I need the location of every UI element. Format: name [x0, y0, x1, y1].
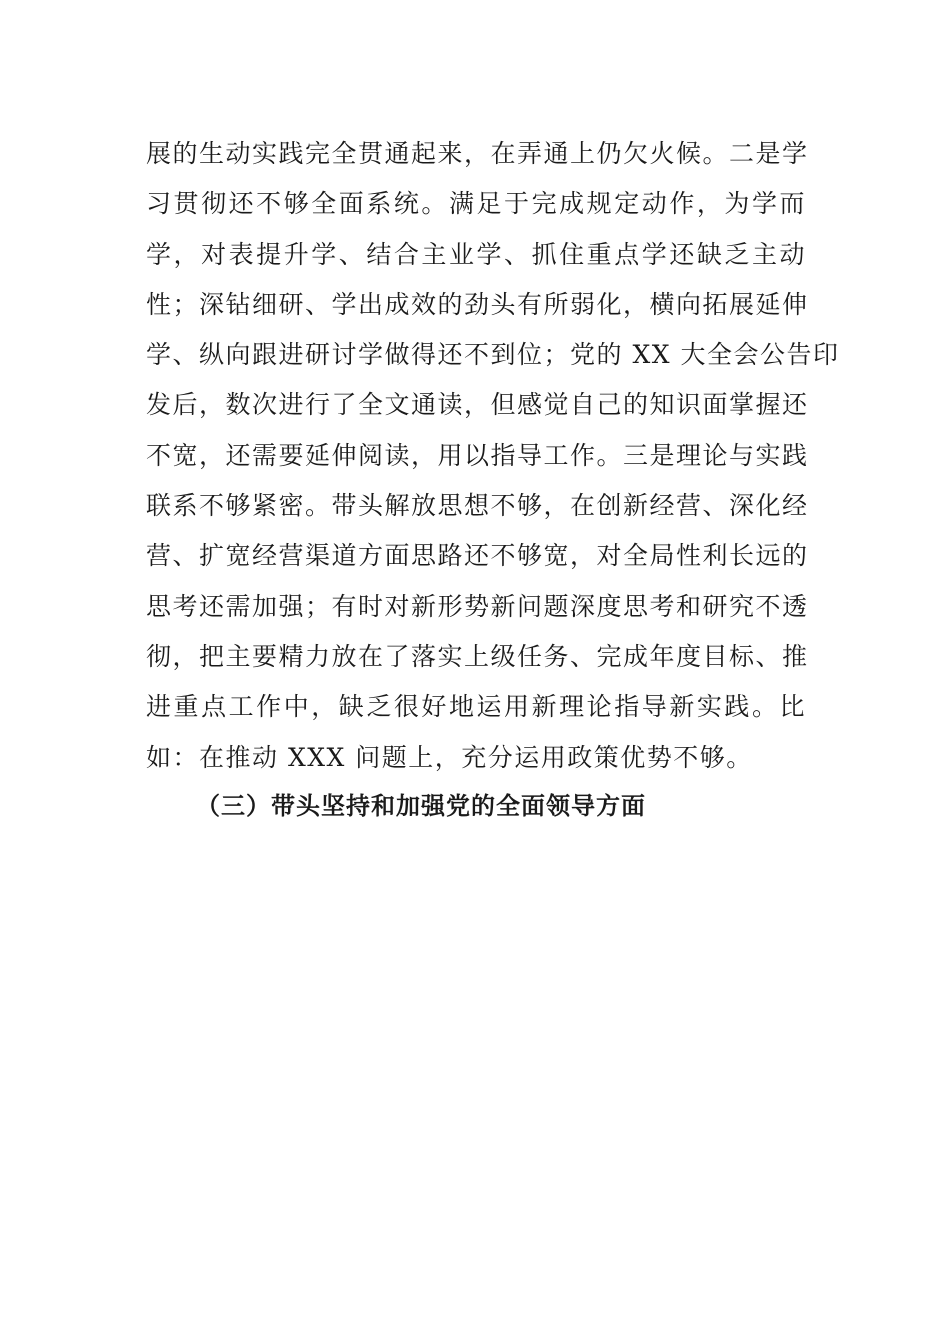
paragraph-line: 习贯彻还不够全面系统。满足于完成规定动作，为学而: [146, 189, 806, 219]
paragraph-line: 联系不够紧密。带头解放思想不够，在创新经营、深化经: [146, 491, 809, 521]
paragraph-line: 如：在推动 XXX 问题上，充分运用政策优势不够。: [146, 742, 753, 772]
paragraph-line: 不宽，还需要延伸阅读，用以指导工作。三是理论与实践: [146, 440, 809, 470]
paragraph-line: 发后，数次进行了全文通读，但感觉自己的知识面掌握还: [146, 390, 809, 420]
paragraph-line: 学，对表提升学、结合主业学、抓住重点学还缺乏主动: [146, 239, 806, 269]
body-paragraph: [146, 129, 840, 783]
paragraph-line: 营、扩宽经营渠道方面思路还不够宽，对全局性利长远的: [146, 541, 809, 571]
paragraph-line: 思考还需加强；有时对新形势新问题深度思考和研究不透: [146, 591, 809, 621]
paragraph-line: 学、纵向跟进研讨学做得还不到位；党的 XX 大全会公告印: [146, 340, 840, 370]
paragraph-line: 展的生动实践完全贯通起来，在弄通上仍欠火候。二是学: [146, 139, 809, 168]
paragraph-line: 性；深钻细研、学出成效的劲头有所弱化，横向拓展延伸: [146, 289, 809, 319]
paragraph-line: 进重点工作中，缺乏很好地运用新理论指导新实践。比: [146, 692, 806, 722]
paragraph-line: 彻，把主要精力放在了落实上级任务、完成年度目标、推: [146, 641, 809, 671]
section-heading: （三）带头坚持和加强党的全面领导方面: [196, 792, 646, 820]
